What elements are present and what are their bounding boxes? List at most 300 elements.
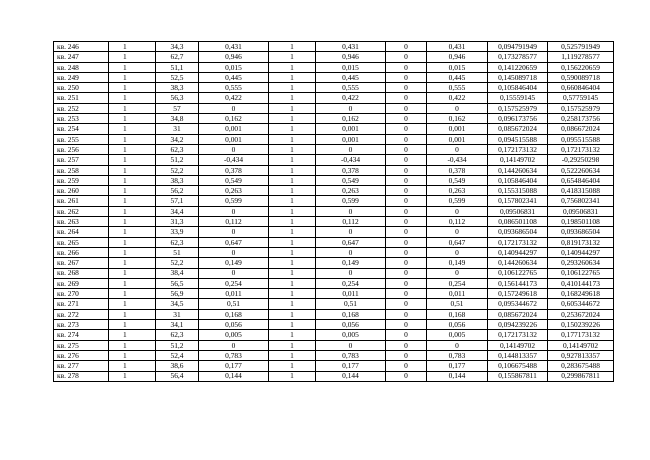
value-cell: 0 — [316, 206, 386, 216]
count-cell: 1 — [269, 155, 316, 165]
total-cell: 0,410144173 — [548, 278, 614, 288]
table-row — [54, 62, 614, 72]
share-cell: 0,085672024 — [488, 124, 548, 134]
apartment-cell: кв. 258 — [54, 165, 109, 175]
value-cell: 0 — [316, 247, 386, 257]
count-cell: 1 — [269, 52, 316, 62]
value-cell: 0,599 — [316, 196, 386, 206]
value-cell: 0,144 — [316, 371, 386, 381]
value-cell: 0 — [427, 144, 488, 154]
count-cell: 1 — [109, 42, 156, 52]
apartment-cell: кв. 262 — [54, 206, 109, 216]
value-cell: 0 — [427, 268, 488, 278]
total-cell: 0,168249618 — [548, 289, 614, 299]
value-cell: 0 — [316, 144, 386, 154]
share-cell: 0,141220659 — [488, 62, 548, 72]
value-cell: 0,177 — [427, 361, 488, 371]
apartment-cell: кв. 276 — [54, 350, 109, 360]
count-cell: 1 — [109, 103, 156, 113]
share-cell: 0,093686504 — [488, 227, 548, 237]
zero-cell: 0 — [386, 350, 427, 360]
count-cell: 1 — [269, 103, 316, 113]
count-cell: 1 — [269, 206, 316, 216]
zero-cell: 0 — [386, 268, 427, 278]
zero-cell: 0 — [386, 227, 427, 237]
share-cell: 0,15559145 — [488, 93, 548, 103]
area-cell: 62,3 — [156, 330, 199, 340]
table-row — [54, 217, 614, 227]
area-cell: 56,3 — [156, 93, 199, 103]
count-cell: 1 — [109, 72, 156, 82]
value-cell: 0,445 — [316, 72, 386, 82]
total-cell: 0,140944297 — [548, 247, 614, 257]
value-cell: 0,144 — [199, 371, 269, 381]
value-cell: 0,144 — [427, 371, 488, 381]
count-cell: 1 — [109, 52, 156, 62]
total-cell: 0,927813357 — [548, 350, 614, 360]
count-cell: 1 — [269, 309, 316, 319]
total-cell: 0,106122765 — [548, 268, 614, 278]
value-cell: 0,011 — [316, 289, 386, 299]
apartment-cell: кв. 266 — [54, 247, 109, 257]
count-cell: 1 — [109, 278, 156, 288]
area-cell: 38,6 — [156, 361, 199, 371]
area-cell: 33,9 — [156, 227, 199, 237]
value-cell: 0,168 — [427, 309, 488, 319]
area-cell: 34,3 — [156, 42, 199, 52]
count-cell: 1 — [109, 340, 156, 350]
value-cell: 0,549 — [316, 175, 386, 185]
value-cell: 0,647 — [427, 237, 488, 247]
value-cell: 0,783 — [427, 350, 488, 360]
share-cell: 0,144813357 — [488, 350, 548, 360]
apartment-cell: кв. 251 — [54, 93, 109, 103]
total-cell: 0,258173756 — [548, 114, 614, 124]
count-cell: 1 — [109, 309, 156, 319]
share-cell: 0,14149702 — [488, 340, 548, 350]
value-cell: 0,422 — [316, 93, 386, 103]
share-cell: 0,086501108 — [488, 217, 548, 227]
value-cell: 0 — [427, 103, 488, 113]
apartment-cell: кв. 248 — [54, 62, 109, 72]
total-cell: 0,283675488 — [548, 361, 614, 371]
count-cell: 1 — [109, 268, 156, 278]
share-cell: 0,085672024 — [488, 309, 548, 319]
share-cell: 0,096173756 — [488, 114, 548, 124]
value-cell: 0,599 — [199, 196, 269, 206]
count-cell: 1 — [269, 340, 316, 350]
zero-cell: 0 — [386, 320, 427, 330]
apartment-cell: кв. 275 — [54, 340, 109, 350]
value-cell: 0,162 — [316, 114, 386, 124]
count-cell: 1 — [269, 361, 316, 371]
value-cell: 0,431 — [316, 42, 386, 52]
value-cell: 0,254 — [199, 278, 269, 288]
value-cell: 0,647 — [316, 237, 386, 247]
apartment-cell: кв. 268 — [54, 268, 109, 278]
total-cell: 0,522260634 — [548, 165, 614, 175]
value-cell: 0 — [199, 206, 269, 216]
table-row — [54, 289, 614, 299]
apartment-cell: кв. 256 — [54, 144, 109, 154]
zero-cell: 0 — [386, 124, 427, 134]
apartment-cell: кв. 252 — [54, 103, 109, 113]
value-cell: 0 — [316, 103, 386, 113]
apartment-cell: кв. 269 — [54, 278, 109, 288]
value-cell: 0 — [427, 227, 488, 237]
apartment-cell: кв. 249 — [54, 72, 109, 82]
count-cell: 1 — [109, 134, 156, 144]
apartment-cell: кв. 264 — [54, 227, 109, 237]
area-cell: 34,2 — [156, 134, 199, 144]
value-cell: 0,263 — [316, 186, 386, 196]
total-cell: 0,660846404 — [548, 83, 614, 93]
value-cell: 0,001 — [427, 134, 488, 144]
total-cell: 0,418315088 — [548, 186, 614, 196]
zero-cell: 0 — [386, 114, 427, 124]
apartment-cell: кв. 278 — [54, 371, 109, 381]
value-cell: 0,149 — [199, 258, 269, 268]
share-cell: 0,172173132 — [488, 330, 548, 340]
count-cell: 1 — [109, 330, 156, 340]
value-cell: 0,056 — [427, 320, 488, 330]
apartment-cell: кв. 260 — [54, 186, 109, 196]
area-cell: 34,1 — [156, 320, 199, 330]
total-cell: 0,198501108 — [548, 217, 614, 227]
share-cell: 0,144260634 — [488, 165, 548, 175]
total-cell: 0,293260634 — [548, 258, 614, 268]
value-cell: 0,015 — [316, 62, 386, 72]
apartment-cell: кв. 259 — [54, 175, 109, 185]
apartment-cell: кв. 263 — [54, 217, 109, 227]
total-cell: 0,157525979 — [548, 103, 614, 113]
zero-cell: 0 — [386, 289, 427, 299]
share-cell: 0,155315088 — [488, 186, 548, 196]
value-cell: 0 — [199, 247, 269, 257]
zero-cell: 0 — [386, 196, 427, 206]
value-cell: 0,422 — [427, 93, 488, 103]
total-cell: 0,156220659 — [548, 62, 614, 72]
table-row — [54, 206, 614, 216]
value-cell: 0,549 — [199, 175, 269, 185]
share-cell: 0,094515588 — [488, 134, 548, 144]
total-cell: 0,253672024 — [548, 309, 614, 319]
area-cell: 56,9 — [156, 289, 199, 299]
table-row — [54, 340, 614, 350]
apartment-cell: кв. 253 — [54, 114, 109, 124]
table-row — [54, 258, 614, 268]
count-cell: 1 — [269, 72, 316, 82]
table-row — [54, 371, 614, 381]
value-cell: 0,254 — [316, 278, 386, 288]
value-cell: 0,555 — [316, 83, 386, 93]
total-cell: 0,177173132 — [548, 330, 614, 340]
table-row — [54, 114, 614, 124]
table-row — [54, 186, 614, 196]
count-cell: 1 — [269, 93, 316, 103]
value-cell: 0 — [427, 206, 488, 216]
count-cell: 1 — [269, 350, 316, 360]
table-row — [54, 309, 614, 319]
zero-cell: 0 — [386, 371, 427, 381]
zero-cell: 0 — [386, 93, 427, 103]
value-cell: 0,783 — [316, 350, 386, 360]
value-cell: 0 — [316, 340, 386, 350]
apartment-cell: кв. 250 — [54, 83, 109, 93]
table-row — [54, 268, 614, 278]
share-cell: 0,145089718 — [488, 72, 548, 82]
apartment-cell: кв. 265 — [54, 237, 109, 247]
total-cell: 0,756802341 — [548, 196, 614, 206]
count-cell: 1 — [269, 258, 316, 268]
area-cell: 31 — [156, 309, 199, 319]
count-cell: 1 — [109, 258, 156, 268]
share-cell: 0,106675488 — [488, 361, 548, 371]
count-cell: 1 — [269, 124, 316, 134]
share-cell: 0,106122765 — [488, 268, 548, 278]
count-cell: 1 — [109, 320, 156, 330]
value-cell: 0,001 — [427, 124, 488, 134]
apartment-cell: кв. 257 — [54, 155, 109, 165]
value-cell: 0,783 — [199, 350, 269, 360]
value-cell: 0,149 — [427, 258, 488, 268]
value-cell: 0,946 — [316, 52, 386, 62]
share-cell: 0,144260634 — [488, 258, 548, 268]
count-cell: 1 — [269, 227, 316, 237]
area-cell: 51,2 — [156, 155, 199, 165]
total-cell: -0,29250298 — [548, 155, 614, 165]
value-cell: 0,177 — [199, 361, 269, 371]
area-cell: 56,2 — [156, 186, 199, 196]
zero-cell: 0 — [386, 165, 427, 175]
value-cell: 0,555 — [199, 83, 269, 93]
count-cell: 1 — [109, 114, 156, 124]
apartment-cell: кв. 272 — [54, 309, 109, 319]
apartment-cell: кв. 261 — [54, 196, 109, 206]
count-cell: 1 — [109, 196, 156, 206]
zero-cell: 0 — [386, 72, 427, 82]
zero-cell: 0 — [386, 247, 427, 257]
apartment-cell: кв. 255 — [54, 134, 109, 144]
table-row — [54, 361, 614, 371]
value-cell: 0,378 — [199, 165, 269, 175]
area-cell: 57 — [156, 103, 199, 113]
value-cell: 0,112 — [427, 217, 488, 227]
count-cell: 1 — [109, 227, 156, 237]
value-cell: 0 — [427, 340, 488, 350]
zero-cell: 0 — [386, 134, 427, 144]
table-row — [54, 196, 614, 206]
zero-cell: 0 — [386, 83, 427, 93]
table-row — [54, 227, 614, 237]
share-cell: 0,094239226 — [488, 320, 548, 330]
value-cell: 0,005 — [427, 330, 488, 340]
total-cell: 0,086672024 — [548, 124, 614, 134]
value-cell: 0 — [316, 268, 386, 278]
area-cell: 52,5 — [156, 72, 199, 82]
table-row — [54, 93, 614, 103]
table-row — [54, 237, 614, 247]
value-cell: -0,434 — [427, 155, 488, 165]
count-cell: 1 — [109, 247, 156, 257]
total-cell: 0,150239226 — [548, 320, 614, 330]
value-cell: 0 — [199, 227, 269, 237]
value-cell: 0,112 — [316, 217, 386, 227]
count-cell: 1 — [269, 371, 316, 381]
value-cell: 0,51 — [427, 299, 488, 309]
value-cell: 0,599 — [427, 196, 488, 206]
count-cell: 1 — [109, 237, 156, 247]
area-cell: 62,3 — [156, 144, 199, 154]
total-cell: 0,14149702 — [548, 340, 614, 350]
table-row — [54, 330, 614, 340]
area-cell: 38,3 — [156, 175, 199, 185]
count-cell: 1 — [269, 330, 316, 340]
value-cell: 0 — [199, 103, 269, 113]
zero-cell: 0 — [386, 309, 427, 319]
count-cell: 1 — [269, 217, 316, 227]
count-cell: 1 — [269, 320, 316, 330]
area-cell: 34,5 — [156, 299, 199, 309]
share-cell: 0,105846404 — [488, 175, 548, 185]
apartment-cell: кв. 246 — [54, 42, 109, 52]
count-cell: 1 — [269, 186, 316, 196]
value-cell: 0,51 — [316, 299, 386, 309]
area-cell: 38,4 — [156, 268, 199, 278]
count-cell: 1 — [109, 186, 156, 196]
zero-cell: 0 — [386, 144, 427, 154]
zero-cell: 0 — [386, 186, 427, 196]
value-cell: 0,112 — [199, 217, 269, 227]
share-cell: 0,095344672 — [488, 299, 548, 309]
value-cell: 0 — [199, 144, 269, 154]
count-cell: 1 — [109, 144, 156, 154]
share-cell: 0,155867811 — [488, 371, 548, 381]
count-cell: 1 — [269, 268, 316, 278]
zero-cell: 0 — [386, 155, 427, 165]
zero-cell: 0 — [386, 103, 427, 113]
share-cell: 0,09506831 — [488, 206, 548, 216]
count-cell: 1 — [109, 62, 156, 72]
zero-cell: 0 — [386, 42, 427, 52]
count-cell: 1 — [109, 217, 156, 227]
total-cell: 0,57759145 — [548, 93, 614, 103]
value-cell: 0,177 — [316, 361, 386, 371]
value-cell: 0,263 — [199, 186, 269, 196]
value-cell: 0,015 — [199, 62, 269, 72]
value-cell: 0,549 — [427, 175, 488, 185]
table-row — [54, 155, 614, 165]
value-cell: 0,254 — [427, 278, 488, 288]
table-row — [54, 175, 614, 185]
value-cell: 0,001 — [316, 124, 386, 134]
count-cell: 1 — [109, 350, 156, 360]
value-cell: 0,168 — [199, 309, 269, 319]
table-row — [54, 52, 614, 62]
value-cell: 0,378 — [427, 165, 488, 175]
count-cell: 1 — [109, 289, 156, 299]
value-cell: 0,015 — [427, 62, 488, 72]
area-cell: 52,2 — [156, 165, 199, 175]
value-cell: 0,378 — [316, 165, 386, 175]
value-cell: -0,434 — [199, 155, 269, 165]
value-cell: 0,162 — [199, 114, 269, 124]
value-cell: 0,946 — [199, 52, 269, 62]
value-cell: 0 — [427, 247, 488, 257]
count-cell: 1 — [269, 83, 316, 93]
area-cell: 51,1 — [156, 62, 199, 72]
count-cell: 1 — [109, 155, 156, 165]
count-cell: 1 — [109, 93, 156, 103]
zero-cell: 0 — [386, 361, 427, 371]
table-row — [54, 42, 614, 52]
area-cell: 31 — [156, 124, 199, 134]
area-cell: 57,1 — [156, 196, 199, 206]
area-cell: 51,2 — [156, 340, 199, 350]
value-cell: 0,555 — [427, 83, 488, 93]
count-cell: 1 — [269, 62, 316, 72]
count-cell: 1 — [109, 175, 156, 185]
count-cell: 1 — [269, 144, 316, 154]
count-cell: 1 — [109, 299, 156, 309]
value-cell: 0,001 — [199, 124, 269, 134]
value-cell: 0,011 — [427, 289, 488, 299]
total-cell: 0,605344672 — [548, 299, 614, 309]
count-cell: 1 — [269, 196, 316, 206]
count-cell: 1 — [269, 299, 316, 309]
zero-cell: 0 — [386, 330, 427, 340]
share-cell: 0,172173132 — [488, 144, 548, 154]
zero-cell: 0 — [386, 206, 427, 216]
value-cell: 0,647 — [199, 237, 269, 247]
count-cell: 1 — [269, 289, 316, 299]
total-cell: 0,09506831 — [548, 206, 614, 216]
area-cell: 52,4 — [156, 350, 199, 360]
share-cell: 0,094791949 — [488, 42, 548, 52]
value-cell: 0,263 — [427, 186, 488, 196]
area-cell: 62,3 — [156, 237, 199, 247]
value-cell: -0,434 — [316, 155, 386, 165]
table-row — [54, 165, 614, 175]
value-cell: 0,011 — [199, 289, 269, 299]
table-row — [54, 72, 614, 82]
total-cell: 0,654846404 — [548, 175, 614, 185]
count-cell: 1 — [269, 114, 316, 124]
area-cell: 51 — [156, 247, 199, 257]
zero-cell: 0 — [386, 237, 427, 247]
area-cell: 38,3 — [156, 83, 199, 93]
area-cell: 31,3 — [156, 217, 199, 227]
total-cell: 0,095515588 — [548, 134, 614, 144]
count-cell: 1 — [269, 237, 316, 247]
count-cell: 1 — [269, 165, 316, 175]
value-cell: 0 — [199, 340, 269, 350]
table-row — [54, 299, 614, 309]
apartment-cell: кв. 277 — [54, 361, 109, 371]
zero-cell: 0 — [386, 217, 427, 227]
zero-cell: 0 — [386, 52, 427, 62]
value-cell: 0,001 — [199, 134, 269, 144]
area-cell: 34,4 — [156, 206, 199, 216]
zero-cell: 0 — [386, 258, 427, 268]
value-cell: 0,162 — [427, 114, 488, 124]
zero-cell: 0 — [386, 62, 427, 72]
count-cell: 1 — [109, 371, 156, 381]
value-cell: 0 — [316, 227, 386, 237]
value-cell: 0,431 — [199, 42, 269, 52]
count-cell: 1 — [269, 247, 316, 257]
table-row — [54, 144, 614, 154]
